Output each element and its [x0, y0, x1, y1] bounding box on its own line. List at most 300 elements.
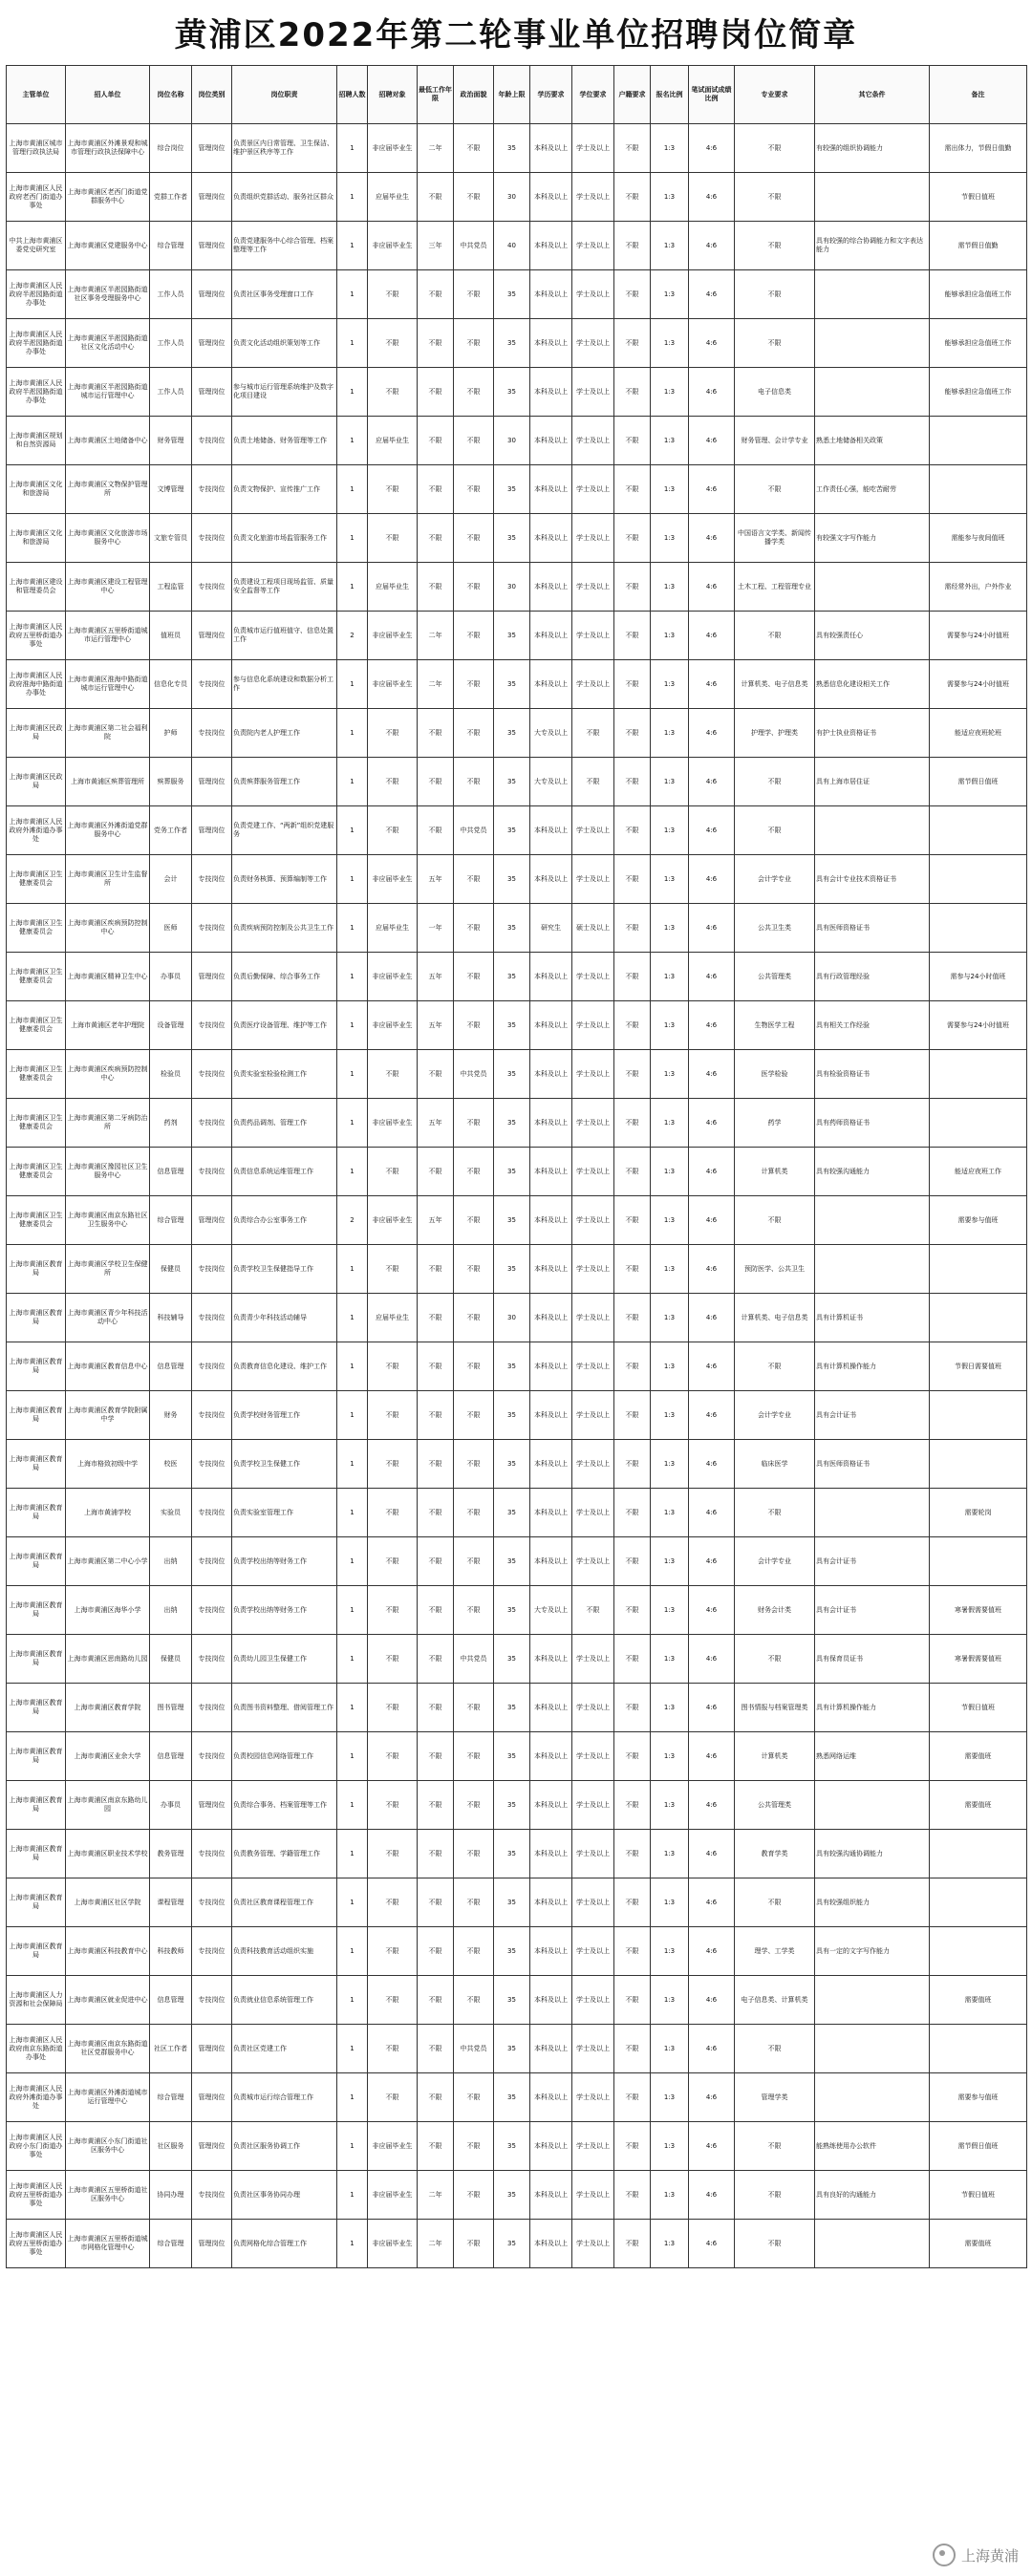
- table-cell: 上海市黄浦区外滩街道城市运行管理中心: [66, 2073, 150, 2122]
- column-header: 招人单位: [66, 66, 150, 124]
- table-cell: 不限: [368, 1440, 418, 1489]
- table-cell: 负责学校出纳等财务工作: [232, 1586, 337, 1635]
- column-header: 笔试面试成绩比例: [689, 66, 735, 124]
- table-cell: 应届毕业生: [368, 417, 418, 465]
- watermark-text: 上海黄浦: [960, 2546, 1019, 2565]
- table-cell: 文旅专管员: [150, 514, 192, 563]
- table-cell: 不限: [735, 2220, 815, 2268]
- table-row: [7, 1391, 1027, 1440]
- table-cell: 中共党员: [454, 806, 494, 855]
- table-cell: 具有上海市居住证: [815, 758, 930, 806]
- table-cell: 不限: [735, 173, 815, 222]
- table-cell: [815, 2025, 930, 2073]
- table-cell: 电子信息类: [735, 368, 815, 417]
- table-cell: 专技岗位: [192, 1050, 232, 1099]
- table-cell: 不限: [735, 124, 815, 173]
- table-row: [7, 270, 1027, 319]
- table-cell: 35: [494, 1245, 530, 1294]
- table-cell: 上海市黄浦区卫生健康委员会: [7, 1148, 66, 1196]
- table-cell: 具有较强组织能力: [815, 1878, 930, 1927]
- table-cell: 本科及以上: [530, 1976, 572, 2025]
- table-cell: 1:3: [651, 953, 689, 1001]
- table-cell: 1: [337, 1830, 368, 1878]
- recruitment-table: [6, 65, 1027, 2268]
- table-cell: 管理岗位: [192, 124, 232, 173]
- table-cell: 上海市黄浦区外滩景观和城市管理行政执法保障中心: [66, 124, 150, 173]
- table-cell: 1: [337, 270, 368, 319]
- table-cell: 1:3: [651, 270, 689, 319]
- column-header: 最低工作年限: [418, 66, 454, 124]
- table-cell: 不限: [418, 1586, 454, 1635]
- table-cell: 具有检验资格证书: [815, 1050, 930, 1099]
- table-cell: 4:6: [689, 270, 735, 319]
- table-cell: 上海市黄浦区五里桥街道城市运行管理中心: [66, 612, 150, 660]
- table-cell: 学士及以上: [572, 2025, 614, 2073]
- table-cell: 上海市黄浦区第二中心小学: [66, 1537, 150, 1586]
- table-cell: 学士及以上: [572, 1732, 614, 1781]
- table-cell: 不限: [454, 1537, 494, 1586]
- table-cell: [930, 904, 1027, 953]
- table-cell: 35: [494, 1391, 530, 1440]
- table-cell: 不限: [368, 1781, 418, 1830]
- table-cell: 专技岗位: [192, 1148, 232, 1196]
- table-cell: 不限: [418, 1878, 454, 1927]
- table-cell: 不限: [454, 1148, 494, 1196]
- table-cell: 本科及以上: [530, 124, 572, 173]
- table-cell: 上海市黄浦区人民政府半淞园路街道办事处: [7, 270, 66, 319]
- table-cell: 具有医师资格证书: [815, 1440, 930, 1489]
- table-cell: 35: [494, 612, 530, 660]
- table-cell: 本科及以上: [530, 953, 572, 1001]
- table-cell: 专技岗位: [192, 417, 232, 465]
- table-cell: 不限: [454, 270, 494, 319]
- table-row: [7, 1196, 1027, 1245]
- table-cell: 1:3: [651, 612, 689, 660]
- table-cell: 学士及以上: [572, 2122, 614, 2171]
- table-cell: 上海市黄浦区民政局: [7, 758, 66, 806]
- table-cell: 不限: [418, 465, 454, 514]
- table-cell: 上海市黄浦区疾病预防控制中心: [66, 904, 150, 953]
- table-cell: 35: [494, 1830, 530, 1878]
- table-cell: 需要值班: [930, 1976, 1027, 2025]
- table-cell: 管理岗位: [192, 758, 232, 806]
- table-cell: 4:6: [689, 1732, 735, 1781]
- table-cell: 大专及以上: [530, 709, 572, 758]
- table-cell: 学士及以上: [572, 1440, 614, 1489]
- table-cell: [930, 806, 1027, 855]
- table-cell: 上海市黄浦区第二社会福利院: [66, 709, 150, 758]
- table-cell: 专技岗位: [192, 1001, 232, 1050]
- table-cell: 不限: [368, 1148, 418, 1196]
- table-cell: 需要参与值班: [930, 2073, 1027, 2122]
- table-cell: 不限: [368, 514, 418, 563]
- table-cell: 1: [337, 1781, 368, 1830]
- table-cell: 图书管理: [150, 1684, 192, 1732]
- table-cell: 1:3: [651, 2122, 689, 2171]
- table-cell: 计算机类: [735, 1732, 815, 1781]
- table-cell: 1: [337, 904, 368, 953]
- table-cell: 综合管理: [150, 1196, 192, 1245]
- table-cell: 负责幼儿园卫生保健工作: [232, 1635, 337, 1684]
- table-cell: 1: [337, 855, 368, 904]
- table-row: [7, 1878, 1027, 1927]
- table-cell: 不限: [454, 563, 494, 612]
- table-cell: 学士及以上: [572, 1878, 614, 1927]
- table-cell: 4:6: [689, 758, 735, 806]
- table-cell: 工程监管: [150, 563, 192, 612]
- table-cell: 专技岗位: [192, 1684, 232, 1732]
- table-cell: 上海市黄浦区教育学院: [66, 1684, 150, 1732]
- table-cell: 公共管理类: [735, 1781, 815, 1830]
- table-cell: 本科及以上: [530, 1196, 572, 1245]
- table-cell: 35: [494, 953, 530, 1001]
- table-cell: 医师: [150, 904, 192, 953]
- table-cell: 不限: [735, 758, 815, 806]
- table-row: [7, 1440, 1027, 1489]
- table-cell: 不限: [418, 1440, 454, 1489]
- table-row: [7, 124, 1027, 173]
- table-cell: 1: [337, 563, 368, 612]
- table-cell: 不限: [572, 1586, 614, 1635]
- table-cell: 不限: [454, 1342, 494, 1391]
- table-cell: 1:3: [651, 2073, 689, 2122]
- table-cell: 负责教务管理、学籍管理工作: [232, 1830, 337, 1878]
- table-row: [7, 319, 1027, 368]
- table-cell: 不限: [454, 1196, 494, 1245]
- table-cell: 上海市黄浦区思南路幼儿园: [66, 1635, 150, 1684]
- table-cell: 不限: [454, 1489, 494, 1537]
- table-cell: 具有计算机操作能力: [815, 1684, 930, 1732]
- table-cell: 4:6: [689, 1878, 735, 1927]
- table-cell: 不限: [735, 1635, 815, 1684]
- table-cell: 负责社区教育课程管理工作: [232, 1878, 337, 1927]
- table-cell: 负责学校财务管理工作: [232, 1391, 337, 1440]
- table-cell: 不限: [418, 1294, 454, 1342]
- table-cell: 负责社区党建工作: [232, 2025, 337, 2073]
- table-cell: 4:6: [689, 1684, 735, 1732]
- table-cell: 上海市黄浦区文化和旅游局: [7, 465, 66, 514]
- table-cell: 上海市黄浦区南京东路社区卫生服务中心: [66, 1196, 150, 1245]
- table-cell: 需经常外出，户外作业: [930, 563, 1027, 612]
- table-cell: 上海市格致初级中学: [66, 1440, 150, 1489]
- table-cell: 不限: [614, 2025, 651, 2073]
- table-cell: 上海市黄浦区卫生健康委员会: [7, 1050, 66, 1099]
- table-cell: 本科及以上: [530, 1830, 572, 1878]
- table-cell: [815, 368, 930, 417]
- table-cell: 管理岗位: [192, 173, 232, 222]
- column-header: 岗位名称: [150, 66, 192, 124]
- table-cell: 专技岗位: [192, 709, 232, 758]
- table-cell: 上海市黄浦区教育局: [7, 1586, 66, 1635]
- table-cell: 4:6: [689, 1976, 735, 2025]
- table-cell: 学士及以上: [572, 1391, 614, 1440]
- table-cell: 不限: [454, 1245, 494, 1294]
- table-cell: 图书情报与档案管理类: [735, 1684, 815, 1732]
- table-cell: 不限: [614, 319, 651, 368]
- table-cell: 五年: [418, 1099, 454, 1148]
- table-cell: 本科及以上: [530, 2220, 572, 2268]
- table-row: [7, 1245, 1027, 1294]
- table-cell: 课程管理: [150, 1878, 192, 1927]
- table-cell: 上海市黄浦区五里桥街道社区服务中心: [66, 2171, 150, 2220]
- table-cell: [930, 1440, 1027, 1489]
- table-cell: 上海市黄浦区教育局: [7, 1927, 66, 1976]
- table-cell: 35: [494, 2025, 530, 2073]
- table-cell: 负责疾病预防控制及公共卫生工作: [232, 904, 337, 953]
- table-row: [7, 1342, 1027, 1391]
- table-cell: [930, 1099, 1027, 1148]
- table-cell: 1: [337, 1635, 368, 1684]
- table-cell: 不限: [614, 2171, 651, 2220]
- table-row: [7, 222, 1027, 270]
- table-cell: 上海市黄浦区殡葬管理所: [66, 758, 150, 806]
- table-cell: 不限: [418, 1050, 454, 1099]
- table-cell: 不限: [418, 709, 454, 758]
- table-cell: 本科及以上: [530, 1294, 572, 1342]
- table-cell: 不限: [418, 758, 454, 806]
- table-cell: 35: [494, 1537, 530, 1586]
- table-cell: 不限: [735, 1342, 815, 1391]
- table-cell: 中共党员: [454, 1050, 494, 1099]
- table-cell: 教务管理: [150, 1830, 192, 1878]
- table-cell: [815, 1976, 930, 2025]
- table-cell: 不限: [454, 1001, 494, 1050]
- table-cell: 社区工作者: [150, 2025, 192, 2073]
- table-cell: 35: [494, 1342, 530, 1391]
- table-cell: 不限: [614, 1927, 651, 1976]
- table-cell: 不限: [614, 904, 651, 953]
- table-cell: 负责社区事务协同办理: [232, 2171, 337, 2220]
- table-cell: 1: [337, 514, 368, 563]
- table-cell: 不限: [418, 319, 454, 368]
- table-cell: 35: [494, 2073, 530, 2122]
- table-cell: 不限: [454, 2122, 494, 2171]
- table-cell: 能适应夜班轮班: [930, 709, 1027, 758]
- table-cell: 非应届毕业生: [368, 124, 418, 173]
- table-cell: 能够承担应急值班工作: [930, 270, 1027, 319]
- table-cell: 综合管理: [150, 222, 192, 270]
- table-cell: 35: [494, 1976, 530, 2025]
- table-cell: 理学、工学类: [735, 1927, 815, 1976]
- table-header-row: [7, 66, 1027, 124]
- table-cell: 1:3: [651, 1148, 689, 1196]
- table-cell: 管理岗位: [192, 222, 232, 270]
- table-cell: 上海市黄浦区卫生健康委员会: [7, 1099, 66, 1148]
- table-cell: 负责院内老人护理工作: [232, 709, 337, 758]
- table-cell: 上海市黄浦区教育局: [7, 1489, 66, 1537]
- table-row: [7, 758, 1027, 806]
- table-cell: 本科及以上: [530, 2073, 572, 2122]
- table-cell: 1:3: [651, 1537, 689, 1586]
- table-cell: 土木工程、工程管理专业: [735, 563, 815, 612]
- table-cell: 4:6: [689, 2171, 735, 2220]
- table-cell: 35: [494, 124, 530, 173]
- table-cell: 本科及以上: [530, 1050, 572, 1099]
- table-cell: 出纳: [150, 1537, 192, 1586]
- table-cell: 1: [337, 1050, 368, 1099]
- table-cell: 值班员: [150, 612, 192, 660]
- table-cell: 不限: [454, 1294, 494, 1342]
- table-row: [7, 2025, 1027, 2073]
- table-cell: 1: [337, 953, 368, 1001]
- table-cell: 4:6: [689, 222, 735, 270]
- table-cell: 不限: [368, 1976, 418, 2025]
- table-cell: 公共卫生类: [735, 904, 815, 953]
- table-cell: 不限: [454, 1684, 494, 1732]
- table-cell: 学士及以上: [572, 124, 614, 173]
- table-cell: 不限: [454, 953, 494, 1001]
- table-cell: 本科及以上: [530, 1781, 572, 1830]
- table-cell: 公共管理类: [735, 953, 815, 1001]
- table-cell: 生物医学工程: [735, 1001, 815, 1050]
- table-cell: 专技岗位: [192, 1976, 232, 2025]
- table-cell: 上海市黄浦区学校卫生保健所: [66, 1245, 150, 1294]
- table-cell: 不限: [454, 417, 494, 465]
- table-cell: 不限: [614, 709, 651, 758]
- table-cell: 非应届毕业生: [368, 953, 418, 1001]
- table-cell: 上海市黄浦区海华小学: [66, 1586, 150, 1635]
- table-cell: 1: [337, 1878, 368, 1927]
- table-cell: 负责信息系统运维管理工作: [232, 1148, 337, 1196]
- table-cell: [815, 2220, 930, 2268]
- table-cell: 上海市黄浦区就业促进中心: [66, 1976, 150, 2025]
- table-cell: 不限: [614, 1830, 651, 1878]
- table-cell: 不限: [454, 465, 494, 514]
- table-cell: 学士及以上: [572, 173, 614, 222]
- table-cell: 不限: [454, 1976, 494, 2025]
- table-cell: 学士及以上: [572, 1050, 614, 1099]
- table-row: [7, 612, 1027, 660]
- table-cell: 学士及以上: [572, 660, 614, 709]
- table-cell: 具有会计证书: [815, 1586, 930, 1635]
- table-cell: 不限: [418, 417, 454, 465]
- table-cell: 专技岗位: [192, 1927, 232, 1976]
- table-cell: 应届毕业生: [368, 904, 418, 953]
- table-cell: 本科及以上: [530, 612, 572, 660]
- table-cell: 负责学校卫生保健工作: [232, 1440, 337, 1489]
- table-row: [7, 1586, 1027, 1635]
- table-row: [7, 368, 1027, 417]
- table-cell: 学士及以上: [572, 1148, 614, 1196]
- table-cell: 会计学专业: [735, 1391, 815, 1440]
- table-cell: 管理岗位: [192, 2073, 232, 2122]
- table-cell: 不限: [735, 319, 815, 368]
- table-cell: 1: [337, 2025, 368, 2073]
- table-cell: 1: [337, 1245, 368, 1294]
- table-cell: 本科及以上: [530, 222, 572, 270]
- table-cell: 上海市黄浦区卫生健康委员会: [7, 953, 66, 1001]
- table-cell: 上海市黄浦区教育局: [7, 1391, 66, 1440]
- table-cell: 学士及以上: [572, 1001, 614, 1050]
- table-cell: 管理岗位: [192, 270, 232, 319]
- table-cell: 1: [337, 1294, 368, 1342]
- table-cell: 4:6: [689, 855, 735, 904]
- table-cell: 负责城市运行综合管理工作: [232, 2073, 337, 2122]
- table-row: [7, 855, 1027, 904]
- table-cell: 不限: [614, 953, 651, 1001]
- table-cell: 本科及以上: [530, 514, 572, 563]
- table-cell: 上海市黄浦区教育局: [7, 1878, 66, 1927]
- table-cell: 计算机类、电子信息类: [735, 1294, 815, 1342]
- table-row: [7, 1684, 1027, 1732]
- table-cell: 4:6: [689, 1781, 735, 1830]
- table-cell: 会计学专业: [735, 1537, 815, 1586]
- table-cell: 不限: [572, 709, 614, 758]
- table-cell: 节假日值班: [930, 2171, 1027, 2220]
- table-cell: 1: [337, 2171, 368, 2220]
- table-cell: 不限: [368, 270, 418, 319]
- table-cell: 35: [494, 1781, 530, 1830]
- table-row: [7, 2122, 1027, 2171]
- table-cell: 不限: [368, 1878, 418, 1927]
- table-cell: 出纳: [150, 1586, 192, 1635]
- table-cell: 管理岗位: [192, 2122, 232, 2171]
- table-cell: 计算机类: [735, 1148, 815, 1196]
- table-cell: 负责文化活动组织策划等工作: [232, 319, 337, 368]
- table-cell: 专技岗位: [192, 563, 232, 612]
- table-cell: 上海市黄浦区疾病预防控制中心: [66, 1050, 150, 1099]
- table-cell: 非应届毕业生: [368, 1001, 418, 1050]
- table-cell: [815, 1196, 930, 1245]
- table-cell: 不限: [454, 709, 494, 758]
- table-cell: 1:3: [651, 173, 689, 222]
- table-cell: 专技岗位: [192, 1489, 232, 1537]
- table-cell: 检验员: [150, 1050, 192, 1099]
- table-cell: 1:3: [651, 1732, 689, 1781]
- table-cell: 1:3: [651, 1099, 689, 1148]
- table-cell: 上海市黄浦区人民政府外滩街道办事处: [7, 2073, 66, 2122]
- table-cell: 专技岗位: [192, 514, 232, 563]
- table-cell: 4:6: [689, 1245, 735, 1294]
- table-cell: 管理岗位: [192, 612, 232, 660]
- table-cell: 上海市黄浦区卫生健康委员会: [7, 904, 66, 953]
- table-cell: 负责城市运行值班值守、信息处置工作: [232, 612, 337, 660]
- table-cell: 负责学校出纳等财务工作: [232, 1537, 337, 1586]
- table-cell: 不限: [418, 2073, 454, 2122]
- table-cell: 管理岗位: [192, 319, 232, 368]
- table-cell: 上海市黄浦区卫生计生监督所: [66, 855, 150, 904]
- table-cell: 1:3: [651, 319, 689, 368]
- table-cell: 专技岗位: [192, 2171, 232, 2220]
- table-cell: 负责医疗设备管理、维护等工作: [232, 1001, 337, 1050]
- table-cell: 非应届毕业生: [368, 1099, 418, 1148]
- table-cell: 1:3: [651, 222, 689, 270]
- table-cell: 4:6: [689, 2122, 735, 2171]
- table-cell: 学士及以上: [572, 1342, 614, 1391]
- table-cell: 专技岗位: [192, 855, 232, 904]
- table-row: [7, 1927, 1027, 1976]
- table-cell: 学士及以上: [572, 563, 614, 612]
- column-header: 户籍要求: [614, 66, 651, 124]
- table-cell: 不限: [454, 1830, 494, 1878]
- table-cell: 本科及以上: [530, 319, 572, 368]
- table-cell: 学士及以上: [572, 2171, 614, 2220]
- table-cell: 非应届毕业生: [368, 2122, 418, 2171]
- table-cell: 不限: [614, 1537, 651, 1586]
- table-cell: 管理岗位: [192, 2025, 232, 2073]
- table-cell: 1: [337, 1732, 368, 1781]
- table-cell: 上海市黄浦区教育局: [7, 1732, 66, 1781]
- table-cell: 本科及以上: [530, 2122, 572, 2171]
- table-cell: 专技岗位: [192, 1878, 232, 1927]
- table-cell: 综合管理: [150, 2220, 192, 2268]
- table-cell: 上海市黄浦区人民政府老西门街道办事处: [7, 173, 66, 222]
- table-cell: 学士及以上: [572, 1489, 614, 1537]
- table-cell: 工作责任心强，能吃苦耐劳: [815, 465, 930, 514]
- table-cell: 2: [337, 612, 368, 660]
- table-cell: 保健员: [150, 1635, 192, 1684]
- table-cell: 1:3: [651, 904, 689, 953]
